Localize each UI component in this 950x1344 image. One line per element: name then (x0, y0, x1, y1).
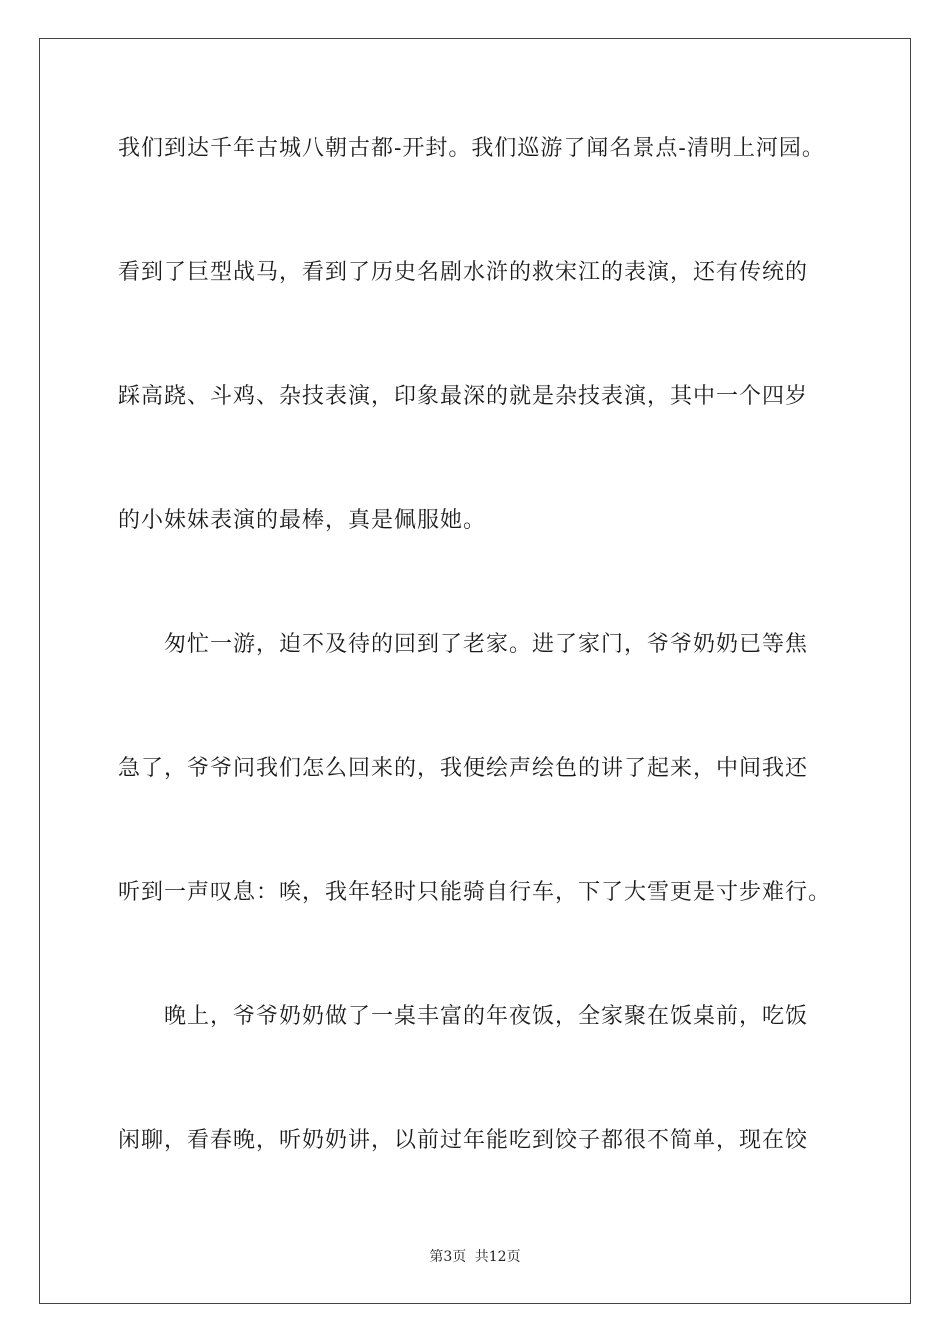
page-number-current: 第3页 (429, 1249, 467, 1265)
page-number-total: 共12页 (474, 1249, 521, 1265)
text-line-5: 匆忙一游，迫不及待的回到了老家。进了家门，爷爷奶奶已等焦 (118, 632, 809, 657)
page-border (39, 38, 911, 1304)
text-line-2: 看到了巨型战马，看到了历史名剧水浒的救宋江的表演，还有传统的 (118, 260, 809, 285)
text-line-8: 晚上，爷爷奶奶做了一桌丰富的年夜饭，全家聚在饭桌前，吃饭 (118, 1004, 809, 1029)
text-line-6: 急了，爷爷问我们怎么回来的，我便绘声绘色的讲了起来，中间我还 (118, 756, 809, 781)
text-line-9: 闲聊，看春晚，听奶奶讲，以前过年能吃到饺子都很不简单，现在饺 (118, 1128, 809, 1153)
text-line-1: 我们到达千年古城八朝古都-开封。我们巡游了闻名景点-清明上河园。 (118, 136, 825, 161)
page-footer (0, 1246, 950, 1266)
text-line-7: 听到一声叹息：唉，我年轻时只能骑自行车，下了大雪更是寸步难行。 (118, 880, 832, 905)
text-line-3: 踩高跷、斗鸡、杂技表演，印象最深的就是杂技表演，其中一个四岁 (118, 384, 809, 409)
text-line-4: 的小妹妹表演的最棒，真是佩服她。 (118, 508, 487, 533)
